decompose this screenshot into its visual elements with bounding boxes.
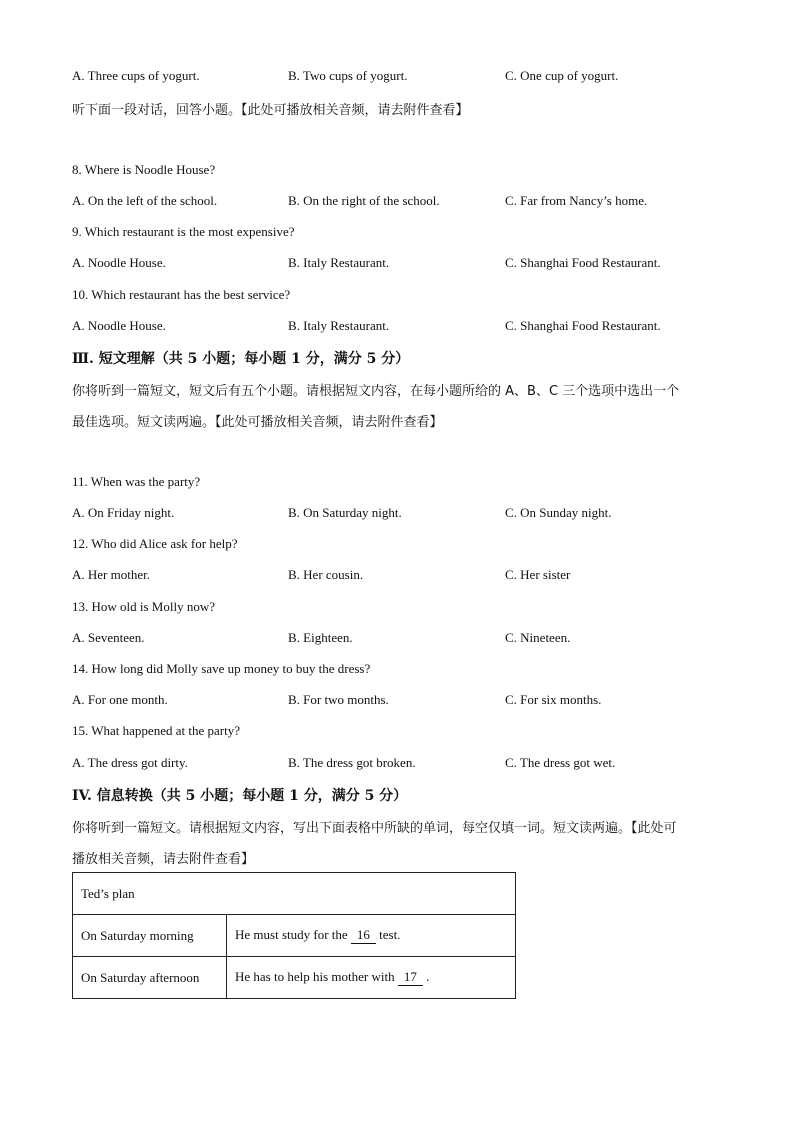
question-11: 11. When was the party? <box>72 474 201 489</box>
question-10: 10. Which restaurant has the best service? <box>72 287 291 302</box>
q13-option-b: B. Eighteen. <box>288 630 353 645</box>
q15-option-c: C. The dress got wet. <box>505 755 616 770</box>
table-title: Ted’s plan <box>73 873 516 915</box>
plan-text-post: test. <box>375 927 401 942</box>
section-4-heading: IV. 信息转换（共 5 小题；每小题 1 分，满分 5 分） <box>72 788 408 804</box>
question-14: 14. How long did Molly save up money to buy the dress? <box>72 661 371 676</box>
q9-option-b: B. Italy Restaurant. <box>288 255 390 270</box>
question-9: 9. Which restaurant is the most expensive? <box>72 224 295 239</box>
table-row <box>73 915 516 957</box>
q13-option-c: C. Nineteen. <box>505 630 571 645</box>
teds-plan-table <box>72 872 516 999</box>
q9-option-a: A. Noodle House. <box>72 255 166 270</box>
question-15: 15. What happened at the party? <box>72 723 240 738</box>
table-row <box>73 957 516 999</box>
question-13: 13. How old is Molly now? <box>72 599 215 614</box>
plan-text-post: . <box>422 969 430 984</box>
section-3-heading: Ⅲ. 短文理解（共 5 小题；每小题 1 分，满分 5 分） <box>72 351 410 367</box>
q7-option-a: A. Three cups of yogurt. <box>72 68 200 83</box>
q7-option-b: B. Two cups of yogurt. <box>288 68 408 83</box>
table-cell-plan <box>227 957 516 999</box>
answer-blank-16[interactable]: 16 <box>351 927 376 944</box>
q11-option-a: A. On Friday night. <box>72 505 175 520</box>
table-title-row <box>73 873 516 915</box>
q7-option-c: C. One cup of yogurt. <box>505 68 619 83</box>
q12-option-c: C. Her sister <box>505 567 571 582</box>
q10-option-a: A. Noodle House. <box>72 318 166 333</box>
question-12: 12. Who did Alice ask for help? <box>72 536 238 551</box>
q9-option-c: C. Shanghai Food Restaurant. <box>505 255 661 270</box>
table-cell-time: On Saturday morning <box>73 915 227 957</box>
q14-option-c: C. For six months. <box>505 692 602 707</box>
q8-option-c: C. Far from Nancy’s home. <box>505 193 648 208</box>
q8-option-a: A. On the left of the school. <box>72 193 218 208</box>
answer-blank-17[interactable]: 17 <box>398 969 423 986</box>
q14-option-a: A. For one month. <box>72 692 168 707</box>
q11-option-b: B. On Saturday night. <box>288 505 402 520</box>
dialogue-instruction: 听下面一段对话，回答小题。【此处可播放相关音频，请去附件查看】 <box>72 103 469 118</box>
plan-text-pre: He must study for the <box>235 927 351 942</box>
section-3-instruction-line1: 你将听到一篇短文，短文后有五个小题。请根据短文内容，在每小题所给的 A、B、C 三个选项中选出一个 <box>72 384 680 399</box>
q8-option-b: B. On the right of the school. <box>288 193 440 208</box>
q11-option-c: C. On Sunday night. <box>505 505 612 520</box>
q15-option-a: A. The dress got dirty. <box>72 755 188 770</box>
section-4-instruction-line2: 播放相关音频，请去附件查看】 <box>72 852 255 867</box>
q15-option-b: B. The dress got broken. <box>288 755 416 770</box>
section-4-instruction-line1: 你将听到一篇短文。请根据短文内容，写出下面表格中所缺的单词，每空仅填一词。短文读两遍。【此处可 <box>72 821 677 836</box>
q12-option-b: B. Her cousin. <box>288 567 364 582</box>
plan-text-pre: He has to help his mother with <box>235 969 398 984</box>
q13-option-a: A. Seventeen. <box>72 630 145 645</box>
q14-option-b: B. For two months. <box>288 692 389 707</box>
q10-option-b: B. Italy Restaurant. <box>288 318 390 333</box>
q12-option-a: A. Her mother. <box>72 567 150 582</box>
question-8: 8. Where is Noodle House? <box>72 162 216 177</box>
section-3-instruction-line2: 最佳选项。短文读两遍。【此处可播放相关音频，请去附件查看】 <box>72 415 443 430</box>
table-cell-time: On Saturday afternoon <box>73 957 227 999</box>
table-cell-plan <box>227 915 516 957</box>
q10-option-c: C. Shanghai Food Restaurant. <box>505 318 661 333</box>
